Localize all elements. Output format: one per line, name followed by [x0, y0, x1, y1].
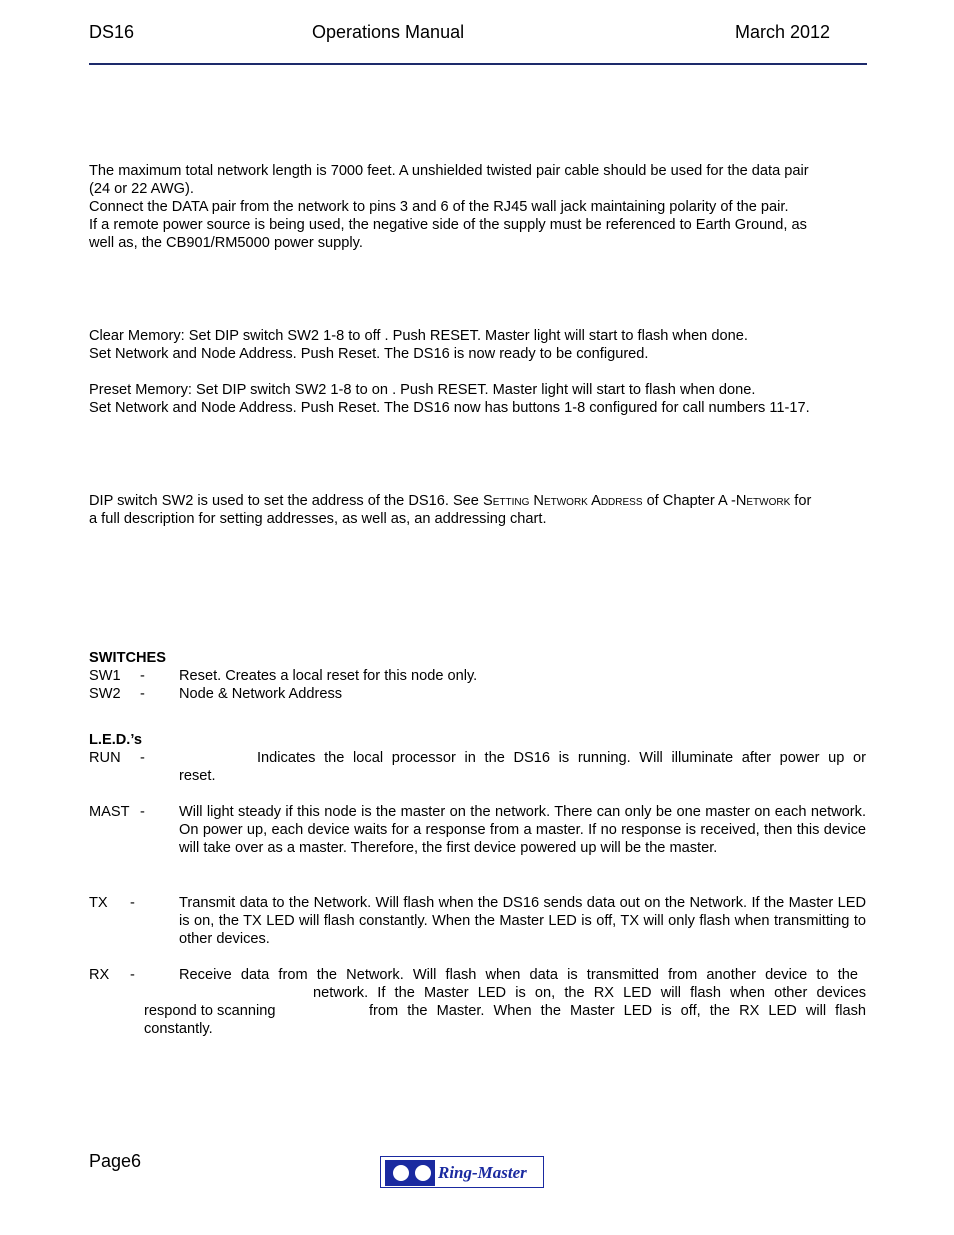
page-number: Page6 — [89, 1151, 142, 1171]
address-text-pre: DIP switch SW2 is used to set the address of the DS16. See — [89, 493, 483, 509]
led-dash-mast: - — [140, 804, 145, 820]
switch-dash: - — [140, 686, 145, 702]
header-date: March 2012 — [735, 22, 831, 42]
header-doc-id: DS16 — [89, 22, 135, 42]
led-name-tx: TX — [89, 895, 108, 911]
led-name-mast: MAST — [89, 804, 130, 820]
switch-row-sw1 — [89, 667, 121, 685]
switch-name: SW2 — [89, 686, 121, 702]
logo-ring-right-icon — [412, 1162, 434, 1184]
preset-memory-line-2: Set Network and Node Address. Push Reset. The DS16 now has buttons 1-8 configured for call numbers 11-17. — [89, 400, 810, 416]
address-text-post: for — [790, 493, 812, 509]
address-ref-setting: Setting Network Address — [482, 493, 643, 509]
led-desc-rx-line-3b: from the Master. When the Master LED is off, the RX LED will flash — [369, 1003, 866, 1019]
clear-memory-line-2: Set Network and Node Address. Push Reset. The DS16 is now ready to be configured. — [89, 346, 649, 362]
network-line-5: well as, the CB901/RM5000 power supply. — [89, 235, 363, 251]
led-dash-rx: - — [130, 967, 135, 983]
switch-desc-sw1: Reset. Creates a local reset for this node only. — [179, 668, 478, 684]
network-line-2: (24 or 22 AWG). — [89, 181, 194, 197]
led-desc-rx-line-4: constantly. — [144, 1021, 213, 1037]
led-dash-run: - — [140, 750, 145, 766]
led-desc-mast: Will light steady if this node is the master on the network. There can only be one master on each network. On power up, each device waits for a response from a master. If no response is received, then this device will take over as a master. Therefore, the first device powered up will be the master. — [179, 804, 866, 856]
network-line-4: If a remote power source is being used, the negative side of the supply must be referenced to Earth Ground, as — [89, 217, 807, 233]
network-line-1: The maximum total network length is 7000 feet. A unshielded twisted pair cable should be used for the data pair — [89, 163, 809, 179]
led-desc-tx: Transmit data to the Network. Will flash when the DS16 sends data out on the Network. If the Master LED is on, the TX LED will flash constantly. When the Master LED is off, TX will only flash when transmitting to other devices. — [179, 895, 866, 947]
address-line-2: a full description for setting addresses, as well as, an addressing chart. — [89, 511, 547, 527]
address-line-1 — [89, 492, 811, 510]
led-desc-rx-line-2: network. If the Master LED is on, the RX LED will flash when other devices — [313, 985, 866, 1001]
led-desc-rx-line-1: Receive data from the Network. Will flash when data is transmitted from another device to the — [179, 967, 858, 983]
switches-heading: SWITCHES — [89, 650, 167, 666]
address-ref-network: Network — [735, 493, 791, 509]
leds-heading: L.E.D.’s — [89, 732, 142, 748]
led-desc-run-line-2: reset. — [179, 768, 216, 784]
switch-row-sw2 — [89, 685, 121, 703]
switch-desc-sw2: Node & Network Address — [179, 686, 343, 702]
led-name-rx: RX — [89, 967, 110, 983]
logo-ring-left-icon — [390, 1162, 412, 1184]
led-desc-run-line-1: Indicates the local processor in the DS16 is running. Will illuminate after power up or — [257, 750, 866, 766]
switch-dash: - — [140, 668, 145, 684]
logo-text: Ring-Master — [438, 1163, 527, 1182]
network-line-3: Connect the DATA pair from the network to pins 3 and 6 of the RJ45 wall jack maintaining polarity of the pair. — [89, 199, 789, 215]
switch-name: SW1 — [89, 668, 121, 684]
header-title: Operations Manual — [312, 22, 465, 42]
led-desc-rx-line-3a: respond to scanning — [144, 1003, 276, 1019]
address-text-mid: of Chapter A - — [642, 493, 736, 509]
led-name-run: RUN — [89, 750, 121, 766]
clear-memory-line-1: Clear Memory: Set DIP switch SW2 1-8 to off . Push RESET. Master light will start to flash when done. — [89, 328, 748, 344]
led-dash-tx: - — [130, 895, 135, 911]
header-rule — [89, 63, 867, 65]
preset-memory-line-1: Preset Memory: Set DIP switch SW2 1-8 to on . Push RESET. Master light will start to flash when done. — [89, 382, 756, 398]
ring-master-logo — [380, 1156, 544, 1188]
